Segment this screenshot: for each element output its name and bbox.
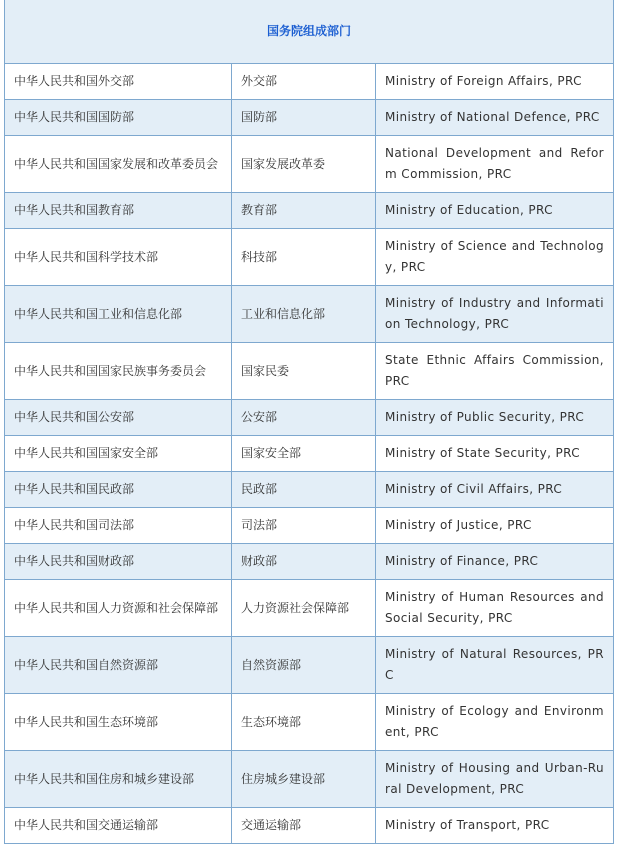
short-name-cell: 工业和信息化部 xyxy=(232,286,376,343)
table-row xyxy=(5,229,614,286)
table-row xyxy=(5,436,614,472)
short-name-cell: 生态环境部 xyxy=(232,694,376,751)
english-name-cell: Ministry of Ecology and Environment, PRC xyxy=(376,694,614,751)
english-name-cell: Ministry of Natural Resources, PRC xyxy=(376,637,614,694)
table-row xyxy=(5,286,614,343)
full-name-cell: 中华人民共和国国家发展和改革委员会 xyxy=(5,136,232,193)
full-name-cell: 中华人民共和国外交部 xyxy=(5,64,232,100)
short-name-cell: 民政部 xyxy=(232,472,376,508)
table-row xyxy=(5,508,614,544)
full-name-cell: 中华人民共和国民政部 xyxy=(5,472,232,508)
table-row xyxy=(5,544,614,580)
table-row xyxy=(5,580,614,637)
short-name-cell: 国家民委 xyxy=(232,343,376,400)
full-name-cell: 中华人民共和国自然资源部 xyxy=(5,637,232,694)
english-name-cell: Ministry of National Defence, PRC xyxy=(376,100,614,136)
table-row xyxy=(5,472,614,508)
short-name-cell: 科技部 xyxy=(232,229,376,286)
table-row xyxy=(5,808,614,844)
english-name-cell: Ministry of Finance, PRC xyxy=(376,544,614,580)
short-name-cell: 自然资源部 xyxy=(232,637,376,694)
full-name-cell: 中华人民共和国工业和信息化部 xyxy=(5,286,232,343)
table-row xyxy=(5,751,614,808)
full-name-cell: 中华人民共和国教育部 xyxy=(5,193,232,229)
full-name-cell: 中华人民共和国国家民族事务委员会 xyxy=(5,343,232,400)
full-name-cell: 中华人民共和国司法部 xyxy=(5,508,232,544)
full-name-cell: 中华人民共和国国家安全部 xyxy=(5,436,232,472)
section-header-row xyxy=(5,0,614,64)
short-name-cell: 外交部 xyxy=(232,64,376,100)
full-name-cell: 中华人民共和国公安部 xyxy=(5,400,232,436)
english-name-cell: Ministry of Industry and Information Technology, PRC xyxy=(376,286,614,343)
english-name-cell: Ministry of Transport, PRC xyxy=(376,808,614,844)
short-name-cell: 交通运输部 xyxy=(232,808,376,844)
short-name-cell: 国家安全部 xyxy=(232,436,376,472)
short-name-cell: 教育部 xyxy=(232,193,376,229)
english-name-cell: Ministry of Foreign Affairs, PRC xyxy=(376,64,614,100)
english-name-cell: National Development and Reform Commission, PRC xyxy=(376,136,614,193)
short-name-cell: 国家发展改革委 xyxy=(232,136,376,193)
table-row xyxy=(5,343,614,400)
full-name-cell: 中华人民共和国生态环境部 xyxy=(5,694,232,751)
full-name-cell: 中华人民共和国住房和城乡建设部 xyxy=(5,751,232,808)
ministries-table xyxy=(4,0,614,844)
full-name-cell: 中华人民共和国交通运输部 xyxy=(5,808,232,844)
short-name-cell: 司法部 xyxy=(232,508,376,544)
table-row xyxy=(5,637,614,694)
short-name-cell: 国防部 xyxy=(232,100,376,136)
table-row xyxy=(5,136,614,193)
table-row xyxy=(5,694,614,751)
short-name-cell: 公安部 xyxy=(232,400,376,436)
english-name-cell: Ministry of Housing and Urban-Rural Development, PRC xyxy=(376,751,614,808)
short-name-cell: 人力资源社会保障部 xyxy=(232,580,376,637)
english-name-cell: Ministry of State Security, PRC xyxy=(376,436,614,472)
english-name-cell: Ministry of Education, PRC xyxy=(376,193,614,229)
english-name-cell: Ministry of Public Security, PRC xyxy=(376,400,614,436)
english-name-cell: Ministry of Human Resources and Social Security, PRC xyxy=(376,580,614,637)
full-name-cell: 中华人民共和国财政部 xyxy=(5,544,232,580)
full-name-cell: 中华人民共和国人力资源和社会保障部 xyxy=(5,580,232,637)
short-name-cell: 财政部 xyxy=(232,544,376,580)
short-name-cell: 住房城乡建设部 xyxy=(232,751,376,808)
full-name-cell: 中华人民共和国科学技术部 xyxy=(5,229,232,286)
table-row xyxy=(5,193,614,229)
table-row xyxy=(5,64,614,100)
english-name-cell: Ministry of Science and Technology, PRC xyxy=(376,229,614,286)
english-name-cell: Ministry of Justice, PRC xyxy=(376,508,614,544)
table-row xyxy=(5,400,614,436)
table-row xyxy=(5,100,614,136)
english-name-cell: State Ethnic Affairs Commission, PRC xyxy=(376,343,614,400)
full-name-cell: 中华人民共和国国防部 xyxy=(5,100,232,136)
section-title: 国务院组成部门 xyxy=(5,0,614,64)
english-name-cell: Ministry of Civil Affairs, PRC xyxy=(376,472,614,508)
